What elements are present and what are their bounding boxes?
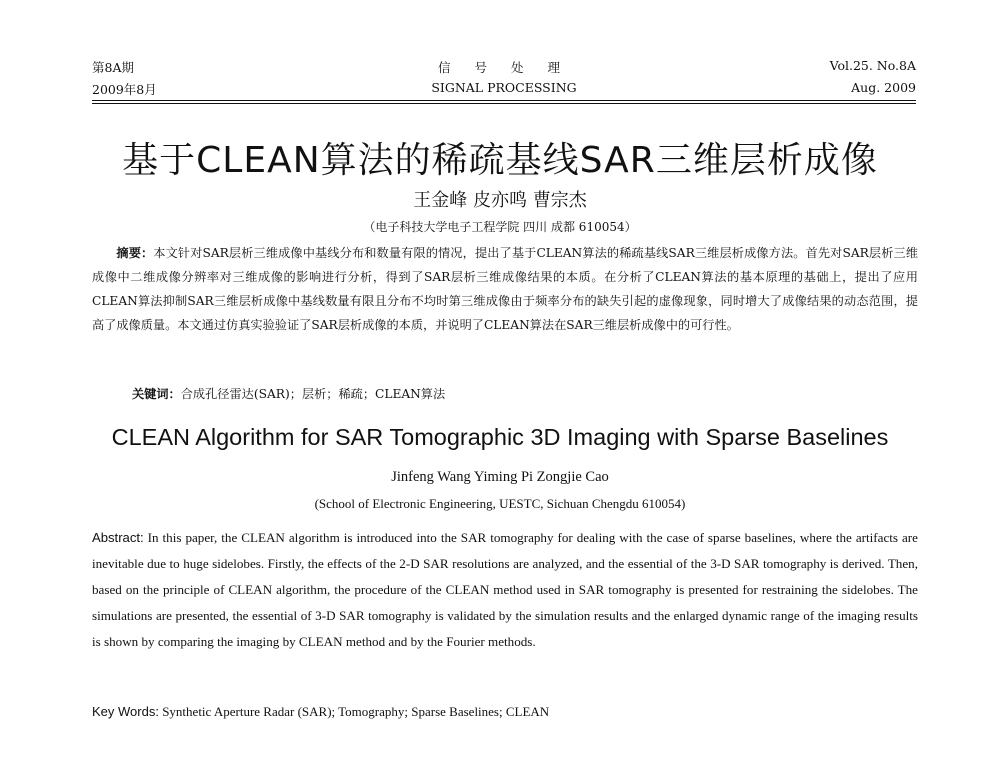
header-rule-top bbox=[92, 100, 916, 101]
keywords-cn bbox=[132, 385, 445, 402]
abstract-cn bbox=[92, 241, 918, 337]
issue-cn: 第8A期 bbox=[92, 60, 134, 75]
abstract-cn-text: 本文针对SAR层析三维成像中基线分布和数量有限的情况，提出了基于CLEAN算法的稀疏基线SAR三维层析成像方法。首先对SAR层析三维成像中二维成像分辨率对三维成像的影响进行分析，得到了SAR层析三维成像结果的本质。在分析了CLEAN算法的基本原理的基础上，提出了应用CLEAN算法抑制SAR三维层析成像中基线数量有限且分布不均时第三维成像由于频率分布的缺失引起的虚像现象，同时增大了成像结果的动态范围，提高了成像质量。本文通过仿真实验验证了SAR层析成像的本质，并说明了CLEAN算法在SAR三维层析成像中的可行性。 bbox=[92, 246, 919, 332]
abstract-en-text: In this paper, the CLEAN algorithm is introduced into the SAR tomography for dealing with the case of sparse baselines, where the artifacts are inevitable due to huge sidelobes. Firstly, the effects of the 2-D SAR resolutions are analyzed, and the essential of the 3-D SAR tomography is derived. Then, based on the principle of CLEAN algorithm, the procedure of the CLEAN method used in SAR tomography is presented for restraining the sidelobes. The simulations are presented, the essential of 3-D SAR tomography is validated by the simulation results and the enlarged dynamic range of the imaging results is shown by comparing the imaging by CLEAN method and by the Fourier methods. bbox=[92, 530, 918, 649]
journal-header bbox=[92, 58, 916, 102]
header-row-1 bbox=[92, 58, 916, 80]
affiliation-en: (School of Electronic Engineering, UESTC, Sichuan Chengdu 610054) bbox=[314, 496, 686, 511]
journal-name-en: SIGNAL PROCESSING bbox=[431, 80, 577, 95]
paper-title-cn: 基于CLEAN算法的稀疏基线SAR三维层析成像 bbox=[122, 140, 878, 181]
header-rule-bottom bbox=[92, 103, 916, 104]
paper-title-en: CLEAN Algorithm for SAR Tomographic 3D Imaging with Sparse Baselines bbox=[111, 424, 889, 450]
authors-en: Jinfeng Wang Yiming Pi Zongjie Cao bbox=[391, 469, 609, 485]
abstract-en bbox=[92, 525, 918, 655]
journal-name-cn: 信 号 处 理 bbox=[438, 60, 570, 75]
abstract-en-label: Abstract: bbox=[92, 530, 144, 545]
keywords-cn-text: 合成孔径雷达(SAR)；层析；稀疏；CLEAN算法 bbox=[180, 387, 446, 401]
date-cn: 2009年8月 bbox=[92, 82, 157, 97]
keywords-en-label: Key Words: bbox=[92, 704, 159, 719]
authors-cn: 王金峰 皮亦鸣 曹宗杰 bbox=[413, 190, 587, 211]
keywords-en-text: Synthetic Aperture Radar (SAR); Tomography; Sparse Baselines; CLEAN bbox=[162, 704, 550, 719]
date-en: Aug. 2009 bbox=[851, 80, 916, 95]
abstract-cn-label: 摘要： bbox=[116, 246, 154, 260]
volume: Vol.25. No.8A bbox=[829, 58, 916, 73]
keywords-en bbox=[92, 704, 549, 720]
affiliation-cn: （电子科技大学电子工程学院 四川 成都 610054） bbox=[363, 220, 637, 234]
header-row-2 bbox=[92, 80, 916, 102]
keywords-cn-label: 关键词： bbox=[132, 387, 181, 401]
